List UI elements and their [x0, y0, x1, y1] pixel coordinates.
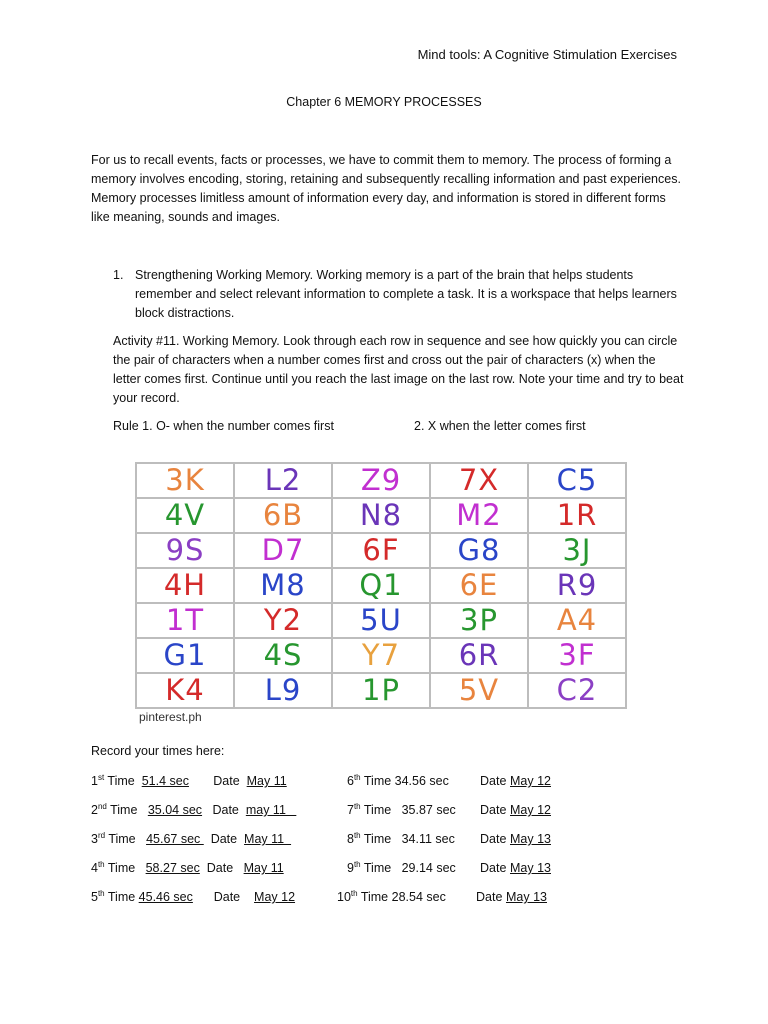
grid-cell: G1	[137, 639, 235, 674]
time-value: 35.04 sec	[147, 803, 203, 817]
ordinal: 4	[91, 861, 98, 875]
chapter-title: Chapter 6 MEMORY PROCESSES	[286, 95, 482, 109]
time-label: Time	[104, 861, 146, 875]
record-label: Record your times here:	[91, 744, 225, 758]
time-entry-right	[347, 774, 449, 788]
date-value: May 12	[510, 774, 551, 788]
grid-cell: 6F	[333, 534, 431, 569]
ordinal: 6	[347, 774, 354, 788]
time-value: 51.4 sec	[141, 774, 189, 788]
grid-cell: 5V	[431, 674, 529, 709]
grid-cell: 3K	[137, 464, 235, 499]
ordinal-suffix: th	[353, 773, 361, 782]
numbered-item-1	[113, 266, 683, 323]
date-value: May 13	[510, 832, 551, 846]
ordinal-suffix: th	[353, 860, 361, 869]
time-label: Time 35.87 sec	[360, 803, 456, 817]
activity-paragraph: Activity #11. Working Memory. Look through each row in sequence and see how quickly you can circle the pair of characters when a number comes first and cross out the pair of characters (x) when the letter comes first. Continue until you reach the last image on the last row. Note your time and try to beat your record.	[113, 334, 684, 405]
date-label: Date	[203, 832, 245, 846]
date-label: Date	[480, 861, 510, 875]
time-entry-right	[347, 861, 456, 875]
ordinal: 8	[347, 832, 354, 846]
grid-cell: 7X	[431, 464, 529, 499]
grid-cell: 4S	[235, 639, 333, 674]
ordinal: 2	[91, 803, 98, 817]
time-entry-right	[347, 803, 456, 817]
ordinal: 9	[347, 861, 354, 875]
ordinal-suffix: rd	[97, 831, 106, 840]
date-label: Date	[188, 774, 247, 788]
grid-cell: 6R	[431, 639, 529, 674]
grid-cell: K4	[137, 674, 235, 709]
rule-2: 2. X when the letter comes first	[414, 419, 586, 433]
grid-cell: 4V	[137, 499, 235, 534]
ordinal-suffix: th	[353, 802, 361, 811]
grid-cell: 5U	[333, 604, 431, 639]
date-label: Date	[480, 832, 510, 846]
running-header: Mind tools: A Cognitive Stimulation Exercises	[417, 47, 677, 62]
grid-cell: L9	[235, 674, 333, 709]
ordinal: 1	[91, 774, 98, 788]
item-text: Strengthening Working Memory. Working memory is a part of the brain that helps students remember and select relevant information to complete a task. It is a workspace that helps learners block distractions.	[135, 268, 677, 320]
time-entry-left	[91, 861, 284, 875]
grid-cell: C2	[529, 674, 627, 709]
grid-cell: 3J	[529, 534, 627, 569]
date-label: Date	[199, 861, 244, 875]
time-entry-left	[91, 803, 296, 817]
grid-cell: 6E	[431, 569, 529, 604]
ordinal: 10	[337, 890, 351, 904]
character-grid	[135, 462, 627, 709]
time-label: Time 34.11 sec	[360, 832, 455, 846]
ordinal-suffix: th	[353, 831, 361, 840]
time-label: Time	[105, 832, 147, 846]
date-value: May 11	[243, 861, 284, 875]
time-record-row	[0, 890, 768, 908]
time-entry-right	[347, 832, 455, 846]
grid-cell: D7	[235, 534, 333, 569]
date-value: May 11	[246, 774, 287, 788]
time-entry-right	[337, 890, 446, 904]
item-number: 1.	[113, 268, 124, 282]
date-value: may 11	[245, 803, 297, 817]
time-entry-left	[91, 890, 295, 904]
time-value: 58.27 sec	[145, 861, 200, 875]
date-value: May 11	[244, 832, 292, 846]
date-label: Date	[476, 890, 506, 904]
ordinal: 7	[347, 803, 354, 817]
time-label: Time	[106, 803, 148, 817]
time-value: 45.67 sec	[146, 832, 204, 846]
time-entry-left	[91, 832, 291, 846]
date-label: Date	[480, 774, 510, 788]
watermark: pinterest.ph	[139, 710, 202, 724]
time-record-row	[0, 861, 768, 879]
grid-cell: N8	[333, 499, 431, 534]
grid-cell: C5	[529, 464, 627, 499]
ordinal-suffix: th	[97, 889, 105, 898]
grid-cell: R9	[529, 569, 627, 604]
grid-cell: Y2	[235, 604, 333, 639]
date-value: May 13	[510, 861, 551, 875]
time-label: Time 29.14 sec	[360, 861, 456, 875]
grid-cell: 9S	[137, 534, 235, 569]
time-label: Time	[104, 890, 139, 904]
time-record-row	[0, 803, 768, 821]
grid-cell: 1R	[529, 499, 627, 534]
intro-paragraph: For us to recall events, facts or processes, we have to commit them to memory. The process of forming a memory involves encoding, storing, retaining and subsequently recalling information and past experiences. Memory processes limitless amount of information every day, and information is stored in different forms like meaning, sounds and images.	[91, 153, 681, 224]
ordinal: 5	[91, 890, 98, 904]
grid-cell: A4	[529, 604, 627, 639]
grid-cell: Q1	[333, 569, 431, 604]
time-label: Time	[104, 774, 142, 788]
time-entry-left	[91, 774, 287, 788]
date-value: May 12	[510, 803, 551, 817]
ordinal-suffix: th	[97, 860, 105, 869]
ordinal-suffix: st	[97, 773, 105, 782]
ordinal: 3	[91, 832, 98, 846]
grid-cell: L2	[235, 464, 333, 499]
grid-cell: G8	[431, 534, 529, 569]
date-label: Date	[480, 803, 510, 817]
grid-cell: 6B	[235, 499, 333, 534]
date-label: Date	[192, 890, 255, 904]
grid-cell: 3P	[431, 604, 529, 639]
grid-cell: 1T	[137, 604, 235, 639]
grid-cell: 3F	[529, 639, 627, 674]
grid-cell: M8	[235, 569, 333, 604]
time-label: Time 34.56 sec	[360, 774, 449, 788]
date-value: May 12	[254, 890, 296, 904]
character-grid-image	[133, 460, 635, 724]
grid-cell: Z9	[333, 464, 431, 499]
time-record-row	[0, 774, 768, 792]
ordinal-suffix: th	[350, 889, 358, 898]
time-record-row	[0, 832, 768, 850]
time-value: 45.46 sec	[138, 890, 193, 904]
time-label: Time 28.54 sec	[357, 890, 446, 904]
rule-1: Rule 1. O- when the number comes first	[113, 419, 334, 433]
date-label: Date	[202, 803, 246, 817]
grid-cell: 1P	[333, 674, 431, 709]
grid-cell: M2	[431, 499, 529, 534]
date-value: May 13	[506, 890, 547, 904]
grid-cell: 4H	[137, 569, 235, 604]
grid-cell: Y7	[333, 639, 431, 674]
ordinal-suffix: nd	[97, 802, 107, 811]
